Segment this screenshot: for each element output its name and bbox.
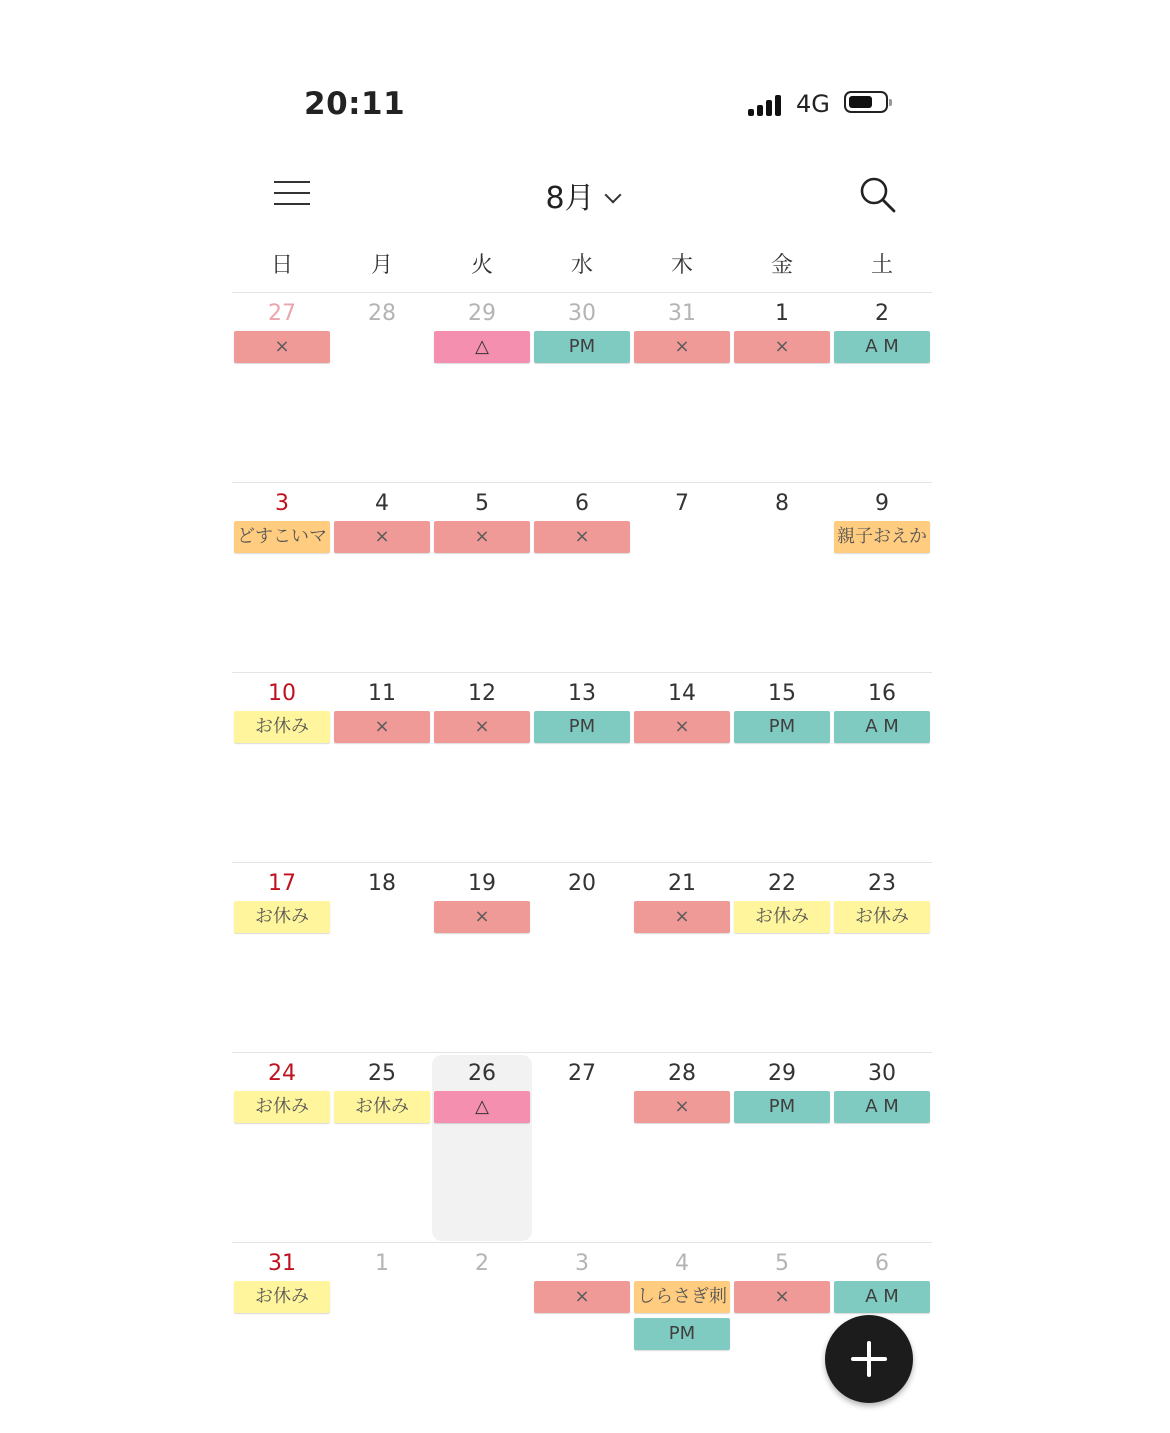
day-number: 8 <box>775 491 789 516</box>
day-number: 15 <box>768 681 796 706</box>
day-cell[interactable] <box>632 483 732 673</box>
day-cell[interactable] <box>632 1243 732 1433</box>
event-chip[interactable]: しらさぎ刺 <box>634 1281 730 1313</box>
day-cell[interactable] <box>832 863 932 1053</box>
day-cell[interactable] <box>732 293 832 483</box>
day-cell[interactable] <box>432 483 532 673</box>
event-chip[interactable]: △ <box>434 1091 530 1123</box>
event-chip[interactable]: × <box>434 901 530 933</box>
day-cell[interactable] <box>832 293 932 483</box>
day-number: 11 <box>368 681 396 706</box>
weekday-header <box>232 248 932 288</box>
battery-icon <box>844 91 888 113</box>
day-number: 23 <box>868 871 896 896</box>
day-number: 30 <box>568 301 596 326</box>
day-cell[interactable] <box>232 673 332 863</box>
day-number: 31 <box>268 1251 296 1276</box>
event-chip[interactable]: お休み <box>334 1091 430 1123</box>
day-number: 24 <box>268 1061 296 1086</box>
day-number: 3 <box>575 1251 589 1276</box>
event-chip[interactable]: × <box>634 331 730 363</box>
day-number: 10 <box>268 681 296 706</box>
event-chip[interactable]: お休み <box>234 711 330 743</box>
day-cell[interactable] <box>332 293 432 483</box>
day-cell[interactable] <box>432 1243 532 1433</box>
event-chip[interactable]: お休み <box>234 1281 330 1313</box>
day-cell[interactable] <box>832 1053 932 1243</box>
day-cell[interactable] <box>532 483 632 673</box>
event-chip[interactable]: × <box>734 331 830 363</box>
day-cell[interactable] <box>632 1053 732 1243</box>
calendar-header <box>232 165 932 225</box>
day-cell[interactable] <box>632 293 732 483</box>
day-cell[interactable] <box>432 673 532 863</box>
day-cell[interactable] <box>732 1053 832 1243</box>
event-chip[interactable]: × <box>434 521 530 553</box>
weekday-label: 金 <box>770 253 793 278</box>
day-number: 20 <box>568 871 596 896</box>
weekday-label: 日 <box>270 253 293 278</box>
day-number: 22 <box>768 871 796 896</box>
event-chip[interactable]: PM <box>534 711 630 743</box>
day-cell[interactable] <box>232 1053 332 1243</box>
day-cell-today[interactable] <box>432 1053 532 1243</box>
event-chip[interactable]: お休み <box>734 901 830 933</box>
day-cell[interactable] <box>532 1053 632 1243</box>
day-number: 31 <box>668 301 696 326</box>
status-time: 20:11 <box>304 86 406 122</box>
event-chip[interactable]: お休み <box>834 901 930 933</box>
day-number: 1 <box>775 301 789 326</box>
month-label: 8月 <box>545 181 595 216</box>
week-row <box>232 1242 932 1433</box>
day-cell[interactable] <box>532 863 632 1053</box>
day-cell[interactable] <box>732 673 832 863</box>
day-number: 29 <box>468 301 496 326</box>
event-chip[interactable]: 親子おえか <box>834 521 930 553</box>
day-number: 14 <box>668 681 696 706</box>
event-chip[interactable]: × <box>434 711 530 743</box>
event-chip[interactable]: A M <box>834 1281 930 1313</box>
signal-icon <box>748 94 788 116</box>
event-chip[interactable]: × <box>334 521 430 553</box>
day-cell[interactable] <box>432 863 532 1053</box>
search-icon[interactable] <box>858 175 898 215</box>
event-chip[interactable]: × <box>634 901 730 933</box>
day-cell[interactable] <box>232 293 332 483</box>
day-number: 26 <box>468 1061 496 1086</box>
day-number: 19 <box>468 871 496 896</box>
event-chip[interactable]: △ <box>434 331 530 363</box>
day-number: 1 <box>375 1251 389 1276</box>
weekday-label: 水 <box>570 253 593 278</box>
event-chip[interactable]: A M <box>834 1091 930 1123</box>
event-chip[interactable]: お休み <box>234 901 330 933</box>
day-cell[interactable] <box>832 483 932 673</box>
day-number: 27 <box>568 1061 596 1086</box>
network-type: 4G <box>796 90 830 118</box>
day-cell[interactable] <box>632 863 732 1053</box>
day-number: 25 <box>368 1061 396 1086</box>
event-chip[interactable]: × <box>534 1281 630 1313</box>
day-cell[interactable] <box>532 673 632 863</box>
week-row <box>232 482 932 673</box>
day-number: 12 <box>468 681 496 706</box>
day-number: 30 <box>868 1061 896 1086</box>
day-number: 5 <box>775 1251 789 1276</box>
day-cell[interactable] <box>332 673 432 863</box>
day-cell[interactable] <box>232 483 332 673</box>
chevron-down-icon <box>604 187 621 204</box>
day-cell[interactable] <box>232 863 332 1053</box>
day-number: 17 <box>268 871 296 896</box>
day-cell[interactable] <box>732 1243 832 1433</box>
month-grid <box>232 292 932 1432</box>
week-row <box>232 292 932 483</box>
day-number: 3 <box>275 491 289 516</box>
day-number: 13 <box>568 681 596 706</box>
day-number: 28 <box>368 301 396 326</box>
day-cell[interactable] <box>432 293 532 483</box>
day-number: 29 <box>768 1061 796 1086</box>
event-chip[interactable]: お休み <box>234 1091 330 1123</box>
day-cell[interactable] <box>332 863 432 1053</box>
event-chip[interactable]: PM <box>534 331 630 363</box>
add-event-button[interactable] <box>825 1315 913 1403</box>
day-number: 5 <box>475 491 489 516</box>
event-chip[interactable]: PM <box>734 1091 830 1123</box>
status-bar <box>232 70 932 140</box>
day-number: 2 <box>475 1251 489 1276</box>
day-cell[interactable] <box>532 1243 632 1433</box>
day-cell[interactable] <box>732 863 832 1053</box>
weekday-label: 土 <box>870 253 893 278</box>
day-cell[interactable] <box>332 1243 432 1433</box>
event-chip[interactable]: A M <box>834 331 930 363</box>
day-cell[interactable] <box>832 673 932 863</box>
event-chip[interactable]: × <box>534 521 630 553</box>
day-cell[interactable] <box>732 483 832 673</box>
week-row <box>232 1052 932 1243</box>
day-number: 16 <box>868 681 896 706</box>
week-row <box>232 862 932 1053</box>
day-number: 4 <box>375 491 389 516</box>
week-row <box>232 672 932 863</box>
event-chip[interactable]: × <box>634 711 730 743</box>
day-number: 9 <box>875 491 889 516</box>
day-cell[interactable] <box>332 1053 432 1243</box>
day-number: 18 <box>368 871 396 896</box>
event-chip[interactable]: PM <box>634 1318 730 1350</box>
event-chip[interactable]: PM <box>734 711 830 743</box>
day-number: 4 <box>675 1251 689 1276</box>
plus-icon-bar <box>851 1357 887 1361</box>
weekday-label: 火 <box>470 253 493 278</box>
day-cell[interactable] <box>332 483 432 673</box>
event-chip[interactable]: A M <box>834 711 930 743</box>
weekday-label: 木 <box>670 253 693 278</box>
day-cell[interactable] <box>232 1243 332 1433</box>
event-chip[interactable]: どすこいマ <box>234 521 330 553</box>
weekday-label: 月 <box>370 253 393 278</box>
day-number: 27 <box>268 301 296 326</box>
day-number: 21 <box>668 871 696 896</box>
month-selector[interactable] <box>232 173 932 217</box>
day-number: 6 <box>875 1251 889 1276</box>
day-number: 28 <box>668 1061 696 1086</box>
event-chip[interactable]: × <box>234 331 330 363</box>
event-chip[interactable]: × <box>634 1091 730 1123</box>
day-cell[interactable] <box>632 673 732 863</box>
day-cell[interactable] <box>532 293 632 483</box>
day-number: 6 <box>575 491 589 516</box>
event-chip[interactable]: × <box>334 711 430 743</box>
event-chip[interactable]: × <box>734 1281 830 1313</box>
day-number: 2 <box>875 301 889 326</box>
day-number: 7 <box>675 491 689 516</box>
